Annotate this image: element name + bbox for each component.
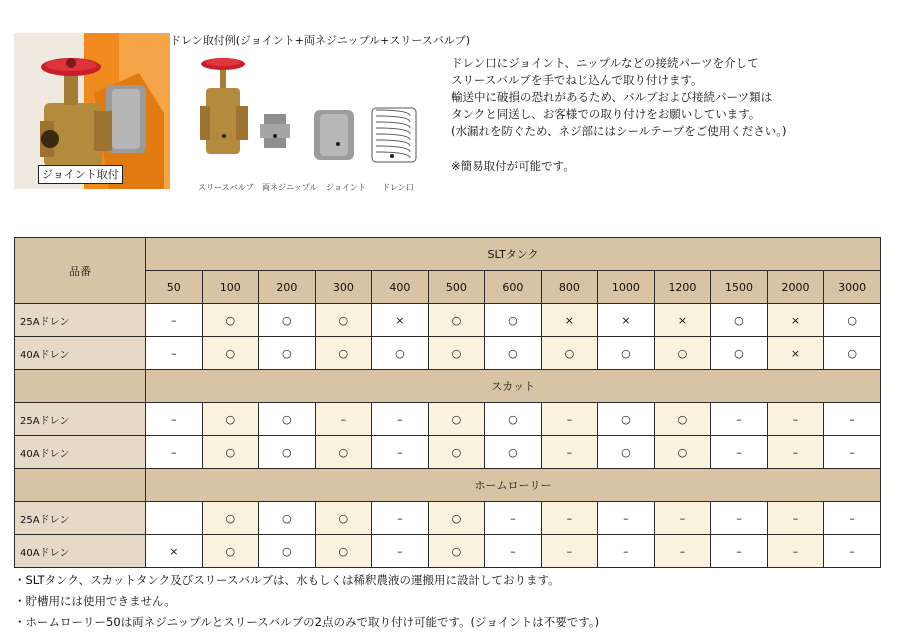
model-name: 25Aドレン [15,403,146,436]
model-name: 40Aドレン [15,535,146,568]
model-column-header: 品番 [15,238,146,304]
model-name: 25Aドレン [15,502,146,535]
compat-cell: – [711,535,768,568]
model-column-header-blank [15,469,146,502]
compat-cell: ○ [824,304,881,337]
footnote: ・ホームローリー50は両ネジニップルとスリースバルブの2点のみで取り付け可能です。(ジョイントは不要です。) [14,615,600,629]
compat-cell: ○ [598,403,655,436]
compat-cell: × [767,337,824,370]
compat-cell: ○ [485,337,542,370]
compat-cell: – [767,403,824,436]
table-row [15,535,881,568]
section-header-row [15,469,881,502]
compat-cell: ○ [485,436,542,469]
compat-cell: – [654,535,711,568]
diagram-title: ドレン取付例(ジョイント+両ネジニップル+スリースバルブ) [170,34,471,47]
compat-cell: – [654,502,711,535]
section-header-row [15,238,881,271]
size-header: 1000 [598,271,655,304]
model-name: 25Aドレン [15,304,146,337]
compat-cell: ○ [202,535,259,568]
compat-cell: ○ [654,436,711,469]
compat-cell: ○ [315,304,372,337]
compat-cell: – [372,502,429,535]
compat-cell: ○ [428,436,485,469]
section-header-row [15,370,881,403]
compat-cell: × [654,304,711,337]
compat-cell: × [767,304,824,337]
compat-cell: ○ [259,502,316,535]
compat-cell: × [598,304,655,337]
part-label-nipple: 両ネジニップル [262,183,318,192]
compat-cell: – [372,436,429,469]
size-header: 3000 [824,271,881,304]
compatibility-table [14,237,881,568]
compat-cell: ○ [598,436,655,469]
compat-cell: – [146,304,203,337]
compat-cell: – [485,535,542,568]
description-line: ドレン口にジョイント、ニップルなどの接続パーツを介して [451,56,759,70]
description-line: スリースバルブを手でねじ込んで取り付けます。 [451,73,703,87]
compat-cell: – [541,502,598,535]
compat-cell: ○ [259,535,316,568]
size-header: 500 [428,271,485,304]
table-row [15,436,881,469]
compat-cell: – [146,337,203,370]
footnotes [14,570,599,633]
size-header: 100 [202,271,259,304]
size-header: 300 [315,271,372,304]
footnote: ・SLTタンク、スカットタンク及びスリースバルブは、水もしくは稀釈農液の運搬用に設計しております。 [14,573,560,587]
compat-cell: ○ [711,337,768,370]
model-column-header-blank [15,370,146,403]
description [451,55,891,175]
description-line: タンクと同送し、お客様での取り付けをお願いしています。 [451,107,761,121]
table-row [15,304,881,337]
model-name: 40Aドレン [15,337,146,370]
compat-cell: ○ [428,304,485,337]
compat-cell: ○ [598,337,655,370]
size-header: 200 [259,271,316,304]
table-row [15,337,881,370]
parts-illustration [196,52,428,180]
size-header: 50 [146,271,203,304]
size-header: 2000 [767,271,824,304]
compat-cell: ○ [259,403,316,436]
compat-cell: ○ [428,502,485,535]
section-title: スカット [146,370,881,403]
compat-cell: ○ [428,403,485,436]
size-header: 400 [372,271,429,304]
compat-cell: ○ [541,337,598,370]
compat-cell: – [767,502,824,535]
compat-cell: ○ [259,304,316,337]
compat-cell: ○ [654,337,711,370]
compat-cell: – [824,535,881,568]
compat-cell: ○ [202,337,259,370]
table-row [15,403,881,436]
parts-diagram [196,52,428,192]
compat-cell: ○ [202,403,259,436]
compat-cell: × [372,304,429,337]
compat-cell: – [824,403,881,436]
compat-cell: × [146,535,203,568]
compat-cell: – [711,403,768,436]
compat-cell: – [767,436,824,469]
compat-cell: – [485,502,542,535]
size-header: 1500 [711,271,768,304]
compat-cell: – [767,535,824,568]
table-row [15,502,881,535]
compat-cell: – [711,502,768,535]
compat-cell: ○ [202,304,259,337]
compat-cell: ○ [259,436,316,469]
section-title: SLTタンク [146,238,881,271]
compat-cell: ○ [315,502,372,535]
part-label-drain: ドレン口 [382,183,414,192]
compat-cell: – [598,535,655,568]
description-line: 輸送中に破損の恐れがあるため、バルブおよび接続パーツ類は [451,90,773,104]
size-header: 600 [485,271,542,304]
compat-cell: – [146,436,203,469]
compat-cell: ○ [315,535,372,568]
compat-cell [146,502,203,535]
compat-cell: – [711,436,768,469]
compat-cell: ○ [428,337,485,370]
compat-cell: ○ [259,337,316,370]
description-note: ※簡易取付が可能です。 [451,159,575,173]
valve-photo [14,33,170,189]
part-label-joint: ジョイント [326,183,366,192]
size-header: 1200 [654,271,711,304]
compat-cell: ○ [202,502,259,535]
compat-cell: ○ [485,403,542,436]
compat-cell: – [824,436,881,469]
compat-cell: – [541,535,598,568]
model-name: 40Aドレン [15,436,146,469]
size-header: 800 [541,271,598,304]
compat-cell: ○ [711,304,768,337]
compat-cell: ○ [372,337,429,370]
compat-cell: – [146,403,203,436]
compat-cell: ○ [202,436,259,469]
compat-cell: × [541,304,598,337]
compat-cell: – [824,502,881,535]
compat-cell: ○ [485,304,542,337]
compat-cell: – [315,403,372,436]
compat-cell: – [541,436,598,469]
compat-cell: – [541,403,598,436]
compat-cell: – [372,535,429,568]
description-line: (水漏れを防ぐため、ネジ部にはシールテープをご使用ください。) [451,124,787,138]
compat-cell: ○ [315,436,372,469]
part-label-valve: スリースバルブ [198,183,254,192]
footnote: ・貯槽用には使用できません。 [14,594,176,608]
compat-cell: ○ [654,403,711,436]
compat-cell: – [598,502,655,535]
compat-cell: ○ [824,337,881,370]
section-title: ホームローリー [146,469,881,502]
compat-cell: ○ [428,535,485,568]
photo-caption: ジョイント取付 [38,165,123,184]
compat-cell: – [372,403,429,436]
compat-cell: ○ [315,337,372,370]
